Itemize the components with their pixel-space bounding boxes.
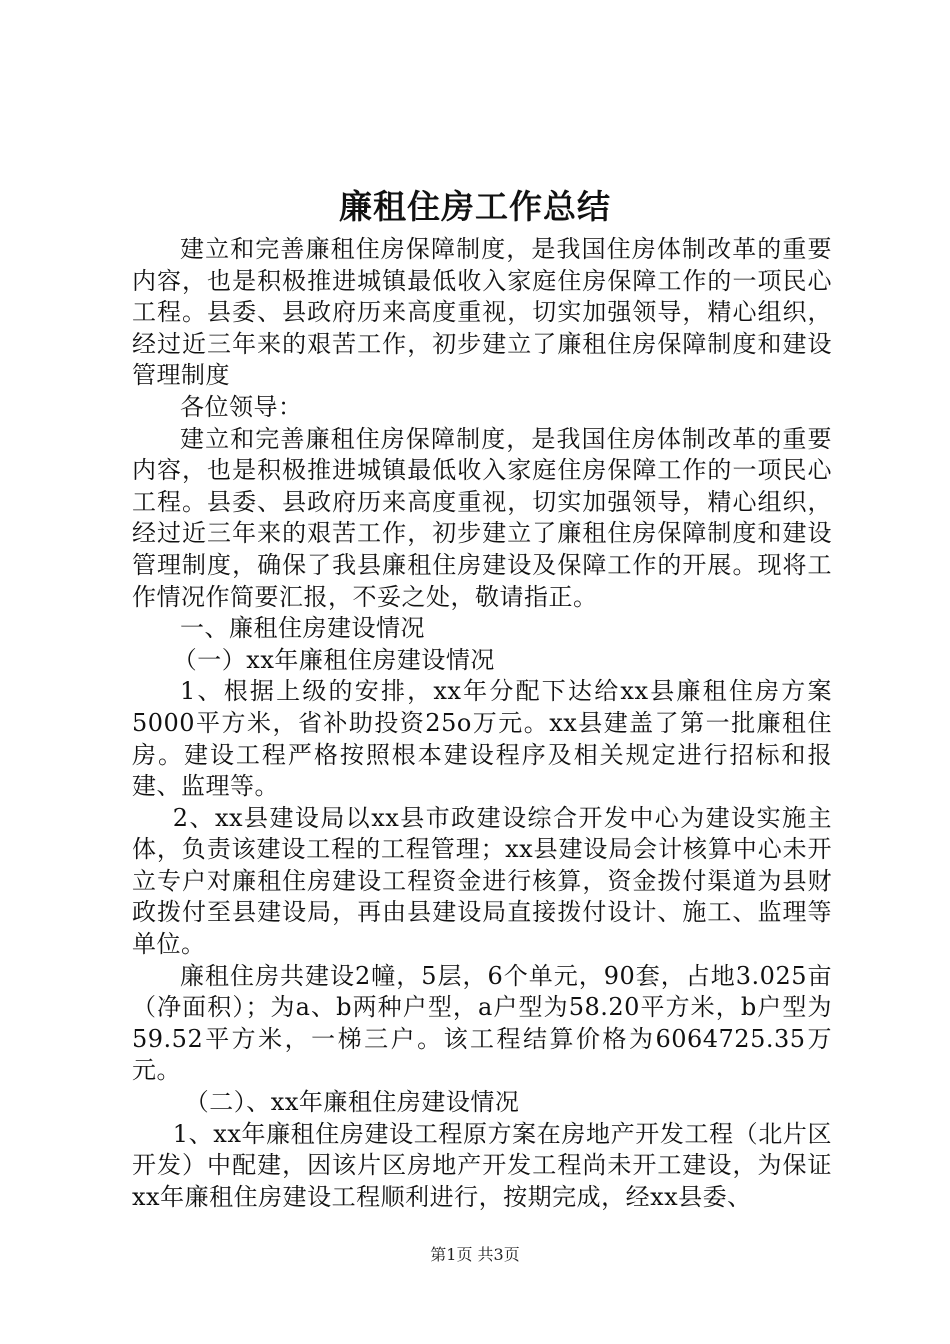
paragraph-item-2: 2、xx县建设局以xx县市政建设综合开发中心为建设实施主体，负责该建设工程的工程管理；xx县建设局会计核算中心未开立专户对廉租住房建设工程资金进行核算，资金拨付渠道为县财政拨付至县建设局，再由县建设局直接拨付设计、施工、监理等单位。 [132, 803, 832, 959]
page-footer: 第1页 共3页 [430, 1245, 520, 1264]
paragraph-details: 廉租住房共建设2幢，5层，6个单元，90套，占地3.025亩（净面积）；为a、b两种户型，a户型为58.20平方米，b户型为59.52平方米，一梯三户。该工程结算价格为6064725.35万元。 [132, 961, 832, 1085]
section-heading-1: 一、廉租住房建设情况 [180, 614, 425, 643]
paragraph-overview: 建立和完善廉租住房保障制度，是我国住房体制改革的重要内容，也是积极推进城镇最低收入家庭住房保障工作的一项民心工程。县委、县政府历来高度重视，切实加强领导，精心组织，经过近三年来的艰苦工作，初步建立了廉租住房保障制度和建设管理制度，确保了我县廉租住房建设及保障工作的开展。现将工作情况作简要汇报，不妥之处，敬请指正。 [132, 424, 832, 611]
paragraph-salutation: 各位领导： [180, 392, 303, 421]
subsection-heading-1: （一）xx年廉租住房建设情况 [172, 645, 495, 674]
paragraph-intro: 建立和完善廉租住房保障制度，是我国住房体制改革的重要内容，也是积极推进城镇最低收入家庭住房保障工作的一项民心工程。县委、县政府历来高度重视，切实加强领导，精心组织，经过近三年来的艰苦工作，初步建立了廉租住房保障制度和建设管理制度 [132, 235, 832, 390]
paragraph-item-1: 1、根据上级的安排，xx年分配下达给xx县廉租住房方案5000平方米，省补助投资25o万元。xx县建盖了第一批廉租住房。建设工程严格按照根本建设程序及相关规定进行招标和报建、监理等。 [132, 677, 832, 801]
document-title: 廉租住房工作总结 [339, 187, 611, 226]
subsection-heading-2: （二）、xx年廉租住房建设情况 [184, 1088, 520, 1117]
document-body [132, 234, 832, 1213]
paragraph-item-3: 1、xx年廉租住房建设工程原方案在房地产开发工程（北片区开发）中配建，因该片区房地产开发工程尚未开工建设，为保证xx年廉租住房建设工程顺利进行，按期完成，经xx县委、 [132, 1119, 832, 1211]
